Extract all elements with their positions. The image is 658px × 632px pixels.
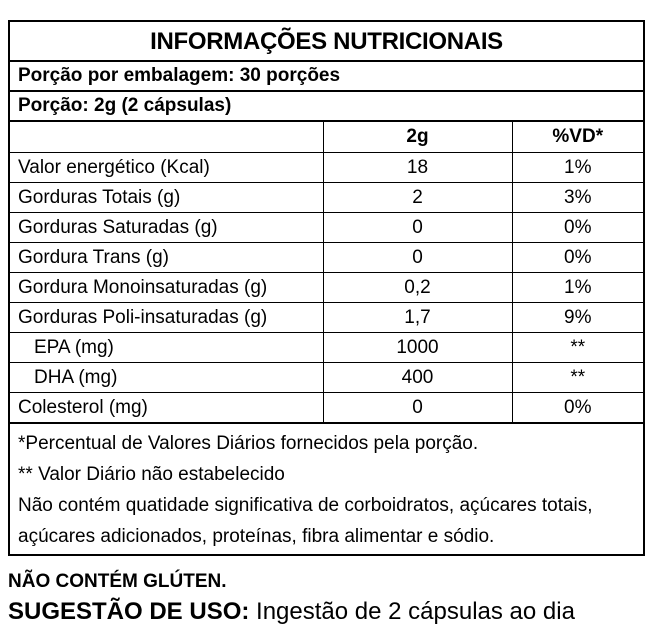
table-header-row [10,122,643,153]
nutrient-daily-value: 0% [512,213,643,243]
nutrient-name: Gordura Trans (g) [10,243,323,273]
usage-heading: SUGESTÃO DE USO: [8,598,250,625]
column-header-daily-value: %VD* [512,122,643,153]
usage-suggestion [8,597,575,627]
nutrient-daily-value: 0% [512,393,643,424]
table-row [10,273,643,303]
nutrient-name: EPA (mg) [10,333,323,363]
nutrient-amount: 0 [323,213,512,243]
nutrient-amount: 0 [323,393,512,424]
nutrient-name: Gorduras Saturadas (g) [10,213,323,243]
nutrient-name: Valor energético (Kcal) [10,153,323,183]
table-row [10,153,643,183]
serving-size: Porção: 2g (2 cápsulas) [10,92,643,122]
nutrient-daily-value: 0% [512,243,643,273]
nutrient-amount: 400 [323,363,512,393]
nutrient-daily-value: ** [512,363,643,393]
column-header-nutrient [10,122,323,153]
table-row [10,393,643,424]
nutrient-daily-value: 3% [512,183,643,213]
footnote-daily-values: *Percentual de Valores Diários fornecidos pela porção. [18,433,479,454]
nutrient-daily-value: 1% [512,153,643,183]
table-row [10,363,643,393]
table-row [10,243,643,273]
nutrient-name: Gordura Monoinsaturadas (g) [10,273,323,303]
nutrition-table [10,122,643,424]
nutrition-facts-label [8,20,645,556]
label-title: INFORMAÇÕES NUTRICIONAIS [10,22,643,62]
label-footnotes [10,424,643,554]
nutrient-amount: 18 [323,153,512,183]
nutrient-name: Gorduras Totais (g) [10,183,323,213]
nutrient-amount: 0 [323,243,512,273]
table-row [10,303,643,333]
nutrient-name: Gorduras Poli-insaturadas (g) [10,303,323,333]
gluten-notice: NÃO CONTÉM GLÚTEN. [8,571,227,592]
nutrient-daily-value: ** [512,333,643,363]
footnote-not-significant: Não contém quatidade significativa de corboidratos, açúcares totais, açúcares adicionados, proteínas, fibra alimentar e sódio. [18,495,593,547]
usage-text: Ingestão de 2 cápsulas ao dia [249,598,575,625]
column-header-amount: 2g [323,122,512,153]
table-row [10,333,643,363]
table-row [10,183,643,213]
nutrient-daily-value: 1% [512,273,643,303]
nutrient-amount: 0,2 [323,273,512,303]
table-row [10,213,643,243]
nutrient-amount: 1,7 [323,303,512,333]
nutrient-name: Colesterol (mg) [10,393,323,424]
nutrient-name: DHA (mg) [10,363,323,393]
footnote-not-established: ** Valor Diário não estabelecido [18,464,285,485]
servings-per-package: Porção por embalagem: 30 porções [10,62,643,92]
nutrient-amount: 1000 [323,333,512,363]
nutrient-daily-value: 9% [512,303,643,333]
nutrient-amount: 2 [323,183,512,213]
